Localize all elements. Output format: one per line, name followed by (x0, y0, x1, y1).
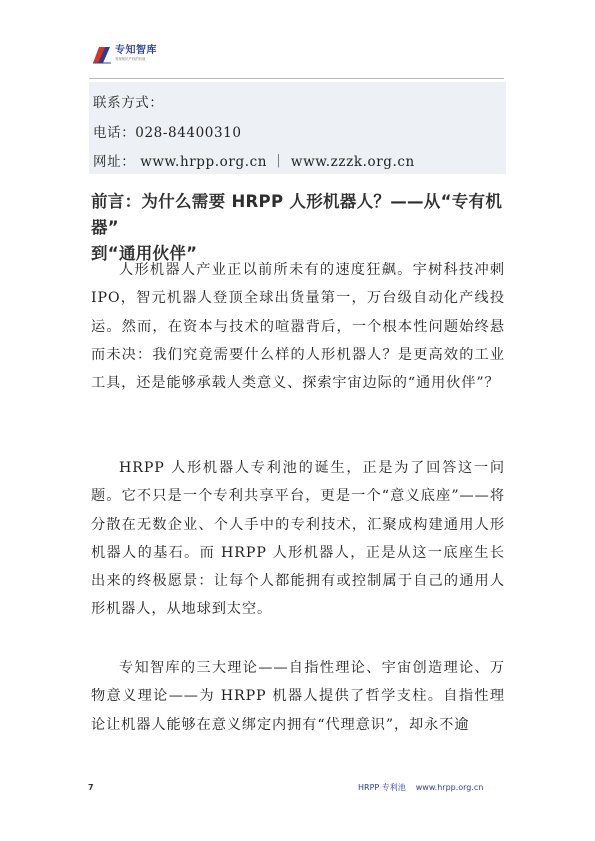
page-number: 7 (88, 783, 94, 792)
logo-name: 专知智库 (115, 45, 157, 56)
paragraph-2-text: HRPP 人形机器人专利池的诞生，正是为了回答这一问题。它不只是一个专利共享平台，更是一个“意义底座”——将分散在无数企业、个人手中的专利技术，汇聚成构建通用人形机器人的基石。而 HRPP 人形机器人，正是从这一底座生长出来的终极愿景：让每个人都能拥有或控制属于自己的通用人形机器人，从地球到太空。 (91, 460, 505, 618)
paragraph-3 (91, 654, 505, 739)
section-heading-line1: 前言：为什么需要 HRPP 人形机器人？——从“专有机器” (91, 192, 503, 237)
footer-brand (358, 782, 483, 793)
page-header (0, 0, 595, 82)
footer-url[interactable]: www.hrpp.org.cn (415, 783, 484, 792)
paragraph-2 (91, 454, 505, 624)
contact-phone: 电话：028-84400310 (93, 125, 242, 141)
paragraph-1-text: 人形机器人产业正以前所未有的速度狂飙。宇树科技冲刺IPO，智元机器人登顶全球出货量第一，万台级自动化产线投运。然而，在资本与技术的喧嚣背后，一个根本性问题始终悬而未决：我们究竟需要什么样的人形机器人？是更高效的工业工具，还是能够承载人类意义、探索宇宙边际的“通用伙伴”？ (91, 262, 505, 392)
section-heading-line2: 到“通用伙伴” (91, 244, 198, 263)
zz-logo-icon (92, 46, 112, 64)
logo-tagline: 发现知识产权的价值 (115, 57, 146, 61)
contact-website: 网址： www.hrpp.org.cn ｜ www.zzzk.org.cn (93, 154, 415, 170)
contact-title: 联系方式： (93, 95, 164, 111)
paragraph-1 (91, 256, 505, 397)
footer-brand-name: HRPP 专利池 (358, 783, 406, 792)
header-divider (89, 78, 504, 79)
contact-box (89, 82, 506, 174)
paragraph-3-text: 专知智库的三大理论——自指性理论、宇宙创造理论、万物意义理论——为 HRPP 机器人提供了哲学支柱。自指性理论让机器人能够在意义绑定内拥有“代理意识”，却永不逾 (91, 660, 505, 733)
logo (92, 46, 157, 68)
